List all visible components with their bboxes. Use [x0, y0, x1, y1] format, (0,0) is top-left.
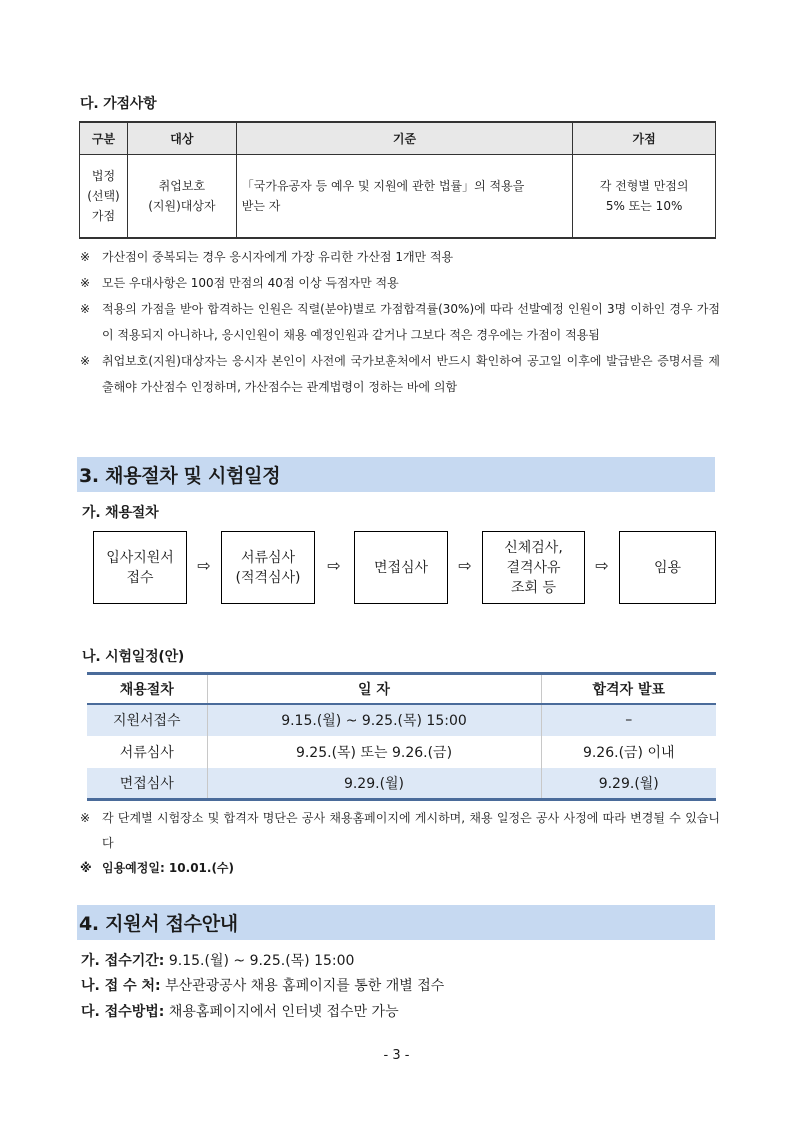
schedule-cell: 면접심사 — [87, 768, 207, 800]
bonus-cell-points: 각 전형별 만점의 5% 또는 10% — [573, 154, 716, 238]
bonus-notes — [80, 244, 720, 400]
procedure-heading: 가. 채용절차 — [82, 505, 159, 521]
apply-period-value: 9.15.(월) ~ 9.25.(목) 15:00 — [164, 953, 355, 969]
bonus-cell-criteria: 「국가유공자 등 예우 및 지원에 관한 법률」의 적용을 받는 자 — [236, 154, 572, 238]
note-item — [80, 806, 720, 856]
note-text: 취업보호(지원)대상자는 응시자 본인이 사전에 국가보훈처에서 반드시 확인하여 공고일 이후에 발급받은 증명서를 제출해야 가산점수 인정하며, 가산점수는 관계법령이 정하는 바에 의함 — [102, 354, 720, 394]
note-mark: ※ — [80, 276, 91, 290]
table-row — [87, 704, 716, 736]
note-mark: ※ — [80, 811, 91, 825]
bonus-table — [79, 121, 716, 239]
section-4-title: 4. 지원서 접수안내 — [79, 913, 238, 935]
apply-period — [81, 950, 354, 970]
note-text: 각 단계별 시험장소 및 합격자 명단은 공사 채용홈페이지에 게시하며, 채용 일정은 공사 사정에 따라 변경될 수 있습니다 — [102, 811, 720, 850]
apply-place-label: 나. 접 수 처: — [81, 978, 161, 994]
page-number: - 3 - — [383, 1048, 410, 1063]
section-3-title: 3. 채용절차 및 시험일정 — [79, 465, 281, 487]
table-row — [87, 768, 716, 800]
apply-period-label: 가. 접수기간: — [81, 953, 165, 969]
schedule-cell: 서류심사 — [119, 744, 174, 761]
arrow-icon: ⇨ — [327, 556, 341, 575]
schedule-cell: 지원서접수 — [87, 704, 207, 736]
apply-place — [81, 975, 444, 995]
apply-place-value: 부산관광공사 채용 홈페이지를 통한 개별 접수 — [160, 978, 445, 994]
bonus-heading: 다. 가점사항 — [80, 96, 157, 112]
note-item — [80, 270, 720, 296]
process-step-physical-check: 신체검사, 결격사유 조회 등 — [482, 531, 585, 604]
arrow-icon: ⇨ — [595, 556, 609, 575]
appointment-text: 임용예정일: 10.01.(수) — [102, 861, 235, 875]
schedule-header-announce: 합격자 발표 — [541, 674, 716, 704]
arrow-icon: ⇨ — [458, 556, 472, 575]
note-text: 가산점이 중복되는 경우 응시자에게 가장 유리한 가산점 1개만 적용 — [102, 250, 454, 264]
schedule-cell: 9.29.(월) — [541, 768, 716, 800]
note-text: 적용의 가점을 받아 합격하는 인원은 직렬(분야)별로 가점합격률(30%)에 따라 선발예정 인원이 3명 이하인 경우 가점이 적용되지 아니하나, 응시인원이 채용 예정인원과 같거나 그보다 적은 경우에는 가점이 적용됨 — [102, 302, 720, 342]
process-step-appointment: 임용 — [619, 531, 716, 604]
schedule-cell: 9.26.(금) 이내 — [541, 736, 716, 768]
appointment-date — [80, 856, 720, 881]
schedule-header-date: 일 자 — [207, 674, 541, 704]
bonus-header-points: 가점 — [573, 122, 716, 154]
apply-method-label: 다. 접수방법: — [81, 1004, 165, 1020]
bonus-header-target: 대상 — [127, 122, 236, 154]
note-item — [80, 244, 720, 270]
apply-method — [81, 1001, 399, 1021]
note-mark: ※ — [80, 861, 92, 875]
schedule-cell: 9.15.(월) ~ 9.25.(목) 15:00 — [207, 704, 541, 736]
schedule-heading: 나. 시험일정(안) — [82, 649, 185, 665]
bonus-header-criteria: 기준 — [236, 122, 572, 154]
process-step-application: 입사지원서 접수 — [93, 531, 187, 604]
bonus-header-category: 구분 — [80, 122, 128, 154]
note-mark: ※ — [80, 302, 91, 316]
note-item — [80, 296, 720, 348]
schedule-header-step: 채용절차 — [119, 681, 174, 698]
table-row — [87, 736, 716, 768]
process-step-document-review: 서류심사 (적격심사) — [221, 531, 315, 604]
apply-method-value: 채용홈페이지에서 인터넷 접수만 가능 — [164, 1004, 399, 1020]
note-mark: ※ — [80, 250, 91, 264]
bonus-cell-target: 취업보호 (지원)대상자 — [127, 154, 236, 238]
arrow-icon: ⇨ — [197, 556, 211, 575]
schedule-cell: 9.29.(월) — [207, 768, 541, 800]
note-text: 모든 우대사항은 100점 만점의 40점 이상 득점자만 적용 — [102, 276, 399, 290]
schedule-cell: – — [541, 704, 716, 736]
table-row — [80, 154, 716, 238]
note-item — [80, 348, 720, 400]
note-mark: ※ — [80, 354, 91, 368]
process-step-interview: 면접심사 — [354, 531, 448, 604]
bonus-cell-category: 법정 (선택) 가점 — [80, 154, 128, 238]
section-4-bar — [77, 905, 715, 940]
schedule-notes — [80, 806, 720, 881]
section-3-bar — [77, 457, 715, 492]
schedule-cell: 9.25.(목) 또는 9.26.(금) — [207, 736, 541, 768]
schedule-table — [87, 672, 716, 801]
